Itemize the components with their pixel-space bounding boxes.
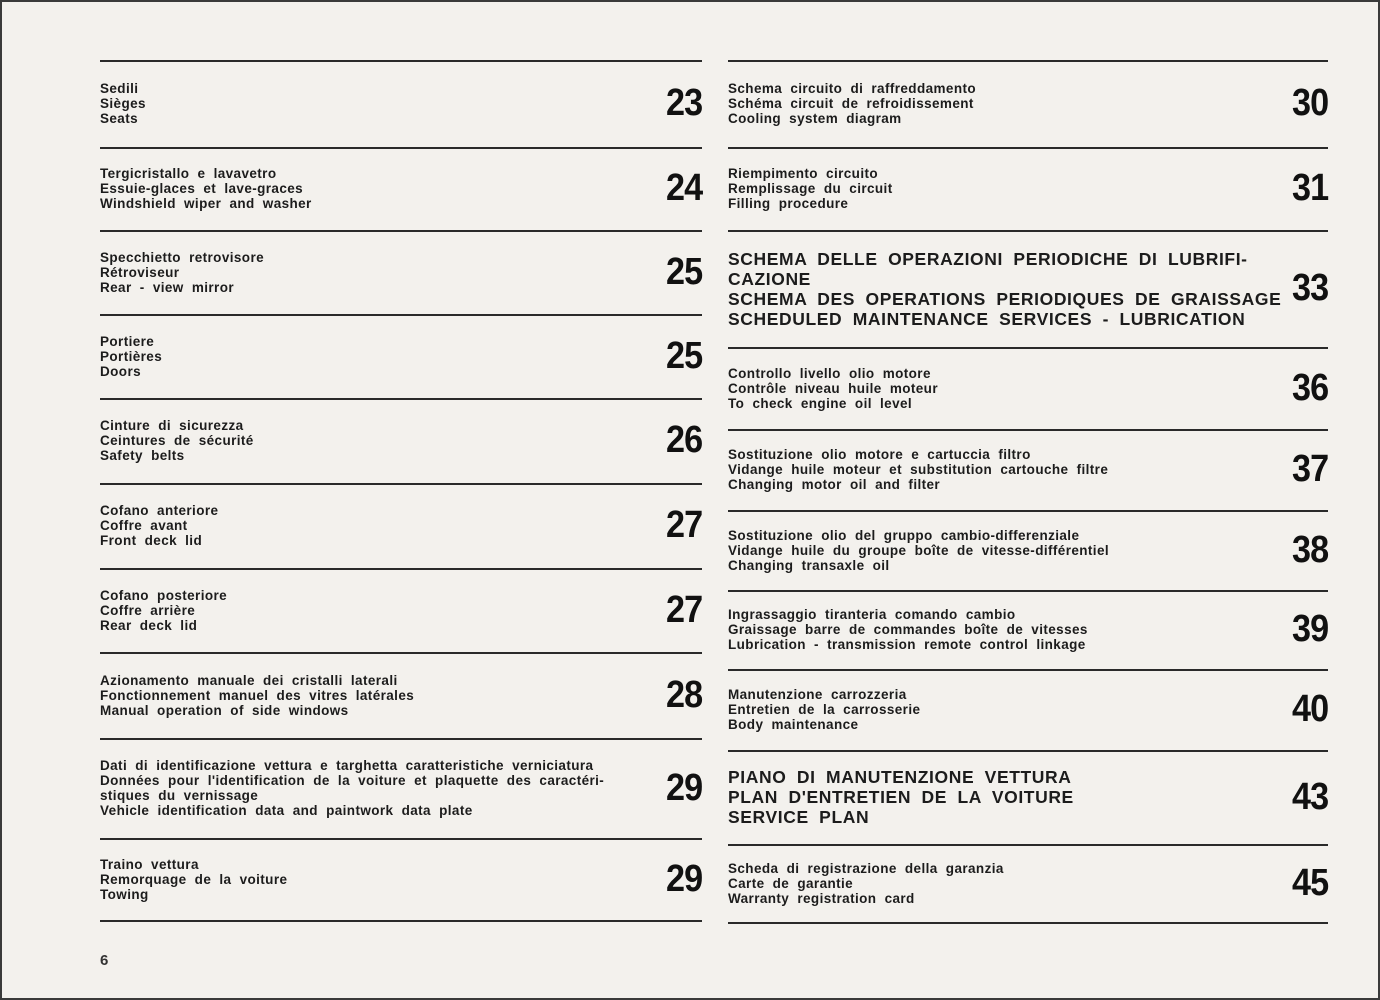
entry-title-line: Portiere <box>100 333 155 349</box>
entry-title-line: stiques du vernissage <box>100 788 259 803</box>
entry-title-line: Changing motor oil and filter <box>728 477 941 492</box>
entry-title-line: Filling procedure <box>728 196 849 211</box>
entry-page-number: 26 <box>665 419 702 461</box>
toc-entry <box>100 398 702 485</box>
toc-entry <box>728 429 1328 512</box>
entry-page-number: 24 <box>665 167 702 209</box>
entry-title <box>728 607 1088 652</box>
entry-title <box>728 366 938 411</box>
entry-title-line: Scheda di registrazione della garanzia <box>728 860 1004 876</box>
toc-left-column <box>100 60 702 922</box>
entry-page-number: 25 <box>665 250 702 293</box>
toc-entry <box>100 60 702 149</box>
entry-title-line: Portières <box>100 348 163 364</box>
entry-page-number: 37 <box>1291 448 1328 490</box>
entry-title <box>728 447 1108 492</box>
toc-entry <box>728 669 1328 752</box>
entry-title-line: Rétroviseur <box>100 264 180 280</box>
entry-title-line: Fonctionnement manuel des vitres latérales <box>100 687 415 703</box>
entry-title <box>100 250 264 295</box>
entry-page-number: 28 <box>665 673 702 716</box>
entry-page-number: 39 <box>1291 608 1328 650</box>
entry-title <box>728 861 1004 906</box>
entry-title <box>728 528 1109 573</box>
entry-title <box>728 687 920 732</box>
entry-title-line: Graissage barre de commandes boîte de vitesses <box>728 622 1088 637</box>
entry-title <box>728 81 976 126</box>
toc-entry <box>100 483 702 570</box>
entry-page-number: 38 <box>1291 528 1328 571</box>
toc-right-column <box>728 60 1328 924</box>
entry-title <box>100 588 227 633</box>
entry-title <box>100 758 604 818</box>
entry-title-line: Towing <box>100 886 149 902</box>
entry-page-number: 31 <box>1291 167 1328 209</box>
entry-title-line: Doors <box>100 363 142 379</box>
entry-title <box>728 166 893 211</box>
entry-title-line: Remplissage du circuit <box>728 181 893 196</box>
toc-entry <box>100 568 702 654</box>
entry-title-line: Contrôle niveau huile moteur <box>728 380 938 396</box>
entry-page-number: 27 <box>665 504 702 546</box>
entry-title-line: Sièges <box>100 96 146 111</box>
entry-page-number: 33 <box>1291 267 1328 309</box>
entry-title-line: Warranty registration card <box>728 890 915 906</box>
entry-page-number: 36 <box>1291 366 1328 409</box>
entry-title-line: SCHEMA DELLE OPERAZIONI PERIODICHE DI LUBRIFI- <box>728 248 1248 269</box>
toc-entry <box>100 738 702 840</box>
entry-page-number: 23 <box>665 82 702 124</box>
entry-title-line: Coffre avant <box>100 518 188 533</box>
entry-title <box>100 673 414 718</box>
entry-title-line: Cofano anteriore <box>100 503 219 518</box>
entry-title-line: Remorquage de la voiture <box>100 871 288 887</box>
entry-title <box>100 418 254 463</box>
entry-title-line: Coffre arrière <box>100 602 196 618</box>
entry-title-line: Cooling system diagram <box>728 111 902 126</box>
entry-title-line: Essuie-glaces et lave-graces <box>100 181 304 196</box>
entry-title-line: Changing transaxle oil <box>728 557 890 573</box>
entry-title-line: Sostituzione olio del gruppo cambio-differenziale <box>728 527 1080 543</box>
entry-title-line: Body maintenance <box>728 717 859 732</box>
entry-title <box>728 249 1281 329</box>
entry-page-number: 45 <box>1291 861 1328 904</box>
entry-title-line: PIANO DI MANUTENZIONE VETTURA <box>728 767 1072 787</box>
entry-title-line: Sedili <box>100 81 139 96</box>
entry-title-line: Lubrication - transmission remote control linkage <box>728 637 1086 652</box>
entry-title-line: Azionamento manuale dei cristalli laterali <box>100 672 398 688</box>
entry-title-line: Tergicristallo e lavavetro <box>100 166 277 181</box>
entry-title-line: Safety belts <box>100 448 185 463</box>
entry-title-line: Vehicle identification data and paintwork data plate <box>100 803 473 818</box>
entry-title-line: Manutenzione carrozzeria <box>728 687 907 702</box>
entry-page-number: 43 <box>1291 775 1328 818</box>
entry-title-line: SCHEMA DES OPERATIONS PERIODIQUES DE GRAISSAGE <box>728 288 1282 309</box>
entry-title-line: Seats <box>100 111 139 126</box>
toc-entry <box>728 147 1328 232</box>
entry-title-line: Front deck lid <box>100 533 203 548</box>
entry-title-line: CAZIONE <box>728 268 811 289</box>
entry-title-line: Cofano posteriore <box>100 587 228 603</box>
entry-title-line: Ceintures de sécurité <box>100 433 254 448</box>
entry-title-line: SCHEDULED MAINTENANCE SERVICES - LUBRICATION <box>728 308 1246 329</box>
toc-entry <box>728 230 1328 349</box>
entry-title-line: Cinture di sicurezza <box>100 418 244 433</box>
entry-page-number: 29 <box>665 766 702 809</box>
entry-title-line: Schéma circuit de refroidissement <box>728 96 974 111</box>
entry-title-line: Ingrassaggio tiranteria comando cambio <box>728 607 1016 622</box>
toc-entry <box>100 838 702 922</box>
entry-title-line: Vidange huile du groupe boîte de vitesse-différentiel <box>728 542 1110 558</box>
entry-title-line: To check engine oil level <box>728 395 913 411</box>
toc-entry <box>728 510 1328 592</box>
entry-title-line: Données pour l'identification de la voiture et plaquette des caractéri- <box>100 773 605 788</box>
entry-title-line: Rear deck lid <box>100 617 198 633</box>
entry-title-line: Entretien de la carrosserie <box>728 702 921 717</box>
entry-title-line: Riempimento circuito <box>728 166 879 181</box>
entry-page-number: 27 <box>665 588 702 631</box>
entry-title-line: Manual operation of side windows <box>100 702 349 718</box>
entry-title <box>100 334 162 379</box>
toc-entry <box>728 590 1328 671</box>
entry-title-line: Windshield wiper and washer <box>100 196 312 211</box>
entry-page-number: 30 <box>1291 82 1328 124</box>
entry-title-line: Vidange huile moteur et substitution cartouche filtre <box>728 462 1109 477</box>
entry-title-line: PLAN D'ENTRETIEN DE LA VOITURE <box>728 787 1074 807</box>
entry-page-number: 29 <box>665 857 702 900</box>
entry-title-line: Carte de garantie <box>728 875 854 891</box>
entry-title-line: Specchietto retrovisore <box>100 249 265 265</box>
entry-title-line: Traino vettura <box>100 856 199 872</box>
document-page <box>2 2 1378 998</box>
page-number: 6 <box>100 952 109 969</box>
entry-title-line: Rear - view mirror <box>100 279 234 295</box>
toc-entry <box>100 230 702 316</box>
entry-title <box>100 857 287 902</box>
entry-title <box>728 767 1074 827</box>
toc-entry <box>728 347 1328 431</box>
toc-entry <box>728 844 1328 924</box>
entry-title-line: Controllo livello olio motore <box>728 365 931 381</box>
entry-title <box>100 503 218 548</box>
entry-title <box>100 81 146 126</box>
toc-entry <box>100 147 702 232</box>
entry-title-line: SERVICE PLAN <box>728 807 870 827</box>
entry-page-number: 25 <box>665 334 702 377</box>
toc-entry <box>728 60 1328 149</box>
toc-entry <box>100 652 702 740</box>
entry-title-line: Sostituzione olio motore e cartuccia filtro <box>728 447 1031 462</box>
toc-entry <box>100 314 702 400</box>
entry-title <box>100 166 312 211</box>
toc-entry <box>728 750 1328 846</box>
entry-page-number: 40 <box>1291 688 1328 730</box>
entry-title-line: Dati di identificazione vettura e targhetta caratteristiche verniciatura <box>100 758 594 773</box>
entry-title-line: Schema circuito di raffreddamento <box>728 81 977 96</box>
